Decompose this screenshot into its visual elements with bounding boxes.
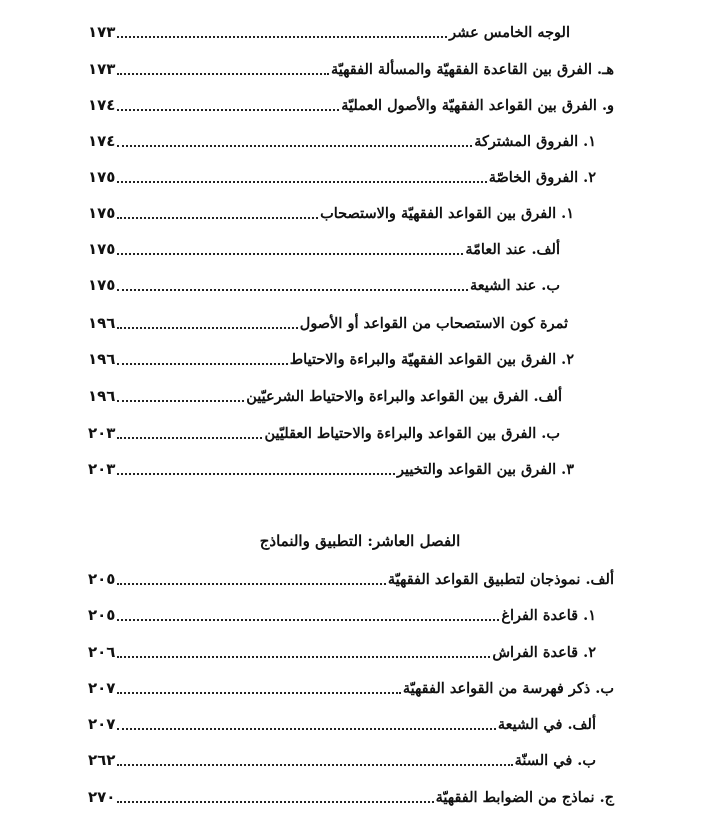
dot-leader — [117, 181, 486, 183]
toc-entry — [88, 784, 614, 810]
toc-entry-page: ١٧٣ — [88, 60, 116, 78]
toc-entry-label: ٣. الفرق بين القواعد والتخيير — [396, 460, 574, 478]
toc-entry-page: ٢٠٥ — [88, 606, 116, 624]
toc-entry-label: ب. في السنّة — [514, 751, 596, 769]
toc-entry-label: ألف. الفرق بين القواعد والبراءة والاحتياط الشرعيّين — [246, 387, 562, 405]
toc-entry-label: ١. الفروق المشتركة — [474, 132, 596, 150]
toc-entry-page: ١٧٥ — [88, 240, 116, 258]
toc-entry-label: و. الفرق بين القواعد الفقهيّة والأصول العمليّة — [341, 96, 614, 114]
chapter-title: الفصل العاشر: التطبيق والنماذج — [259, 532, 461, 550]
toc-entry — [88, 56, 614, 82]
toc-entry-page: ٢٠٦ — [88, 643, 116, 661]
toc-entry — [88, 675, 614, 701]
dot-leader — [117, 473, 395, 475]
toc-entry — [88, 310, 614, 336]
toc-entry-label: ألف. نموذجان لتطبيق القواعد الفقهيّة — [387, 570, 614, 588]
toc-entry — [88, 747, 614, 773]
dot-leader — [117, 801, 433, 803]
toc-entry — [88, 19, 614, 45]
toc-entry-page: ٢٠٣ — [88, 460, 116, 478]
dot-leader — [117, 36, 447, 38]
toc-entry — [88, 164, 614, 190]
dot-leader — [117, 692, 400, 694]
dot-leader — [117, 728, 495, 730]
toc-entry-label: ب. ذكر فهرسة من القواعد الفقهيّة — [402, 679, 614, 697]
toc-entry-label: ١. الفرق بين القواعد الفقهيّة والاستصحاب — [320, 204, 574, 222]
toc-entry — [88, 272, 614, 298]
toc-entry-page: ٢٧٠ — [88, 788, 116, 806]
toc-entry-label: ألف. عند العامّة — [465, 240, 560, 258]
toc-entry-label: ٢. قاعدة الفراش — [492, 643, 596, 661]
toc-entry-label: هـ. الفرق بين القاعدة الفقهيّة والمسألة الفقهيّة — [330, 60, 614, 78]
dot-leader — [117, 583, 385, 585]
toc-entry-label: ب. الفرق بين القواعد والبراءة والاحتياط العقليّين — [264, 424, 560, 442]
toc-entry-page: ٢٠٧ — [88, 715, 116, 733]
toc-entry — [88, 420, 614, 446]
dot-leader — [117, 619, 499, 621]
dot-leader — [117, 400, 244, 402]
dot-leader — [117, 764, 512, 766]
toc-entry-page: ٢٦٢ — [88, 751, 116, 769]
toc-entry-page: ٢٠٣ — [88, 424, 116, 442]
toc-entry-page: ١٩٦ — [88, 350, 116, 368]
toc-entry-label: ١. قاعدة الفراغ — [501, 606, 596, 624]
dot-leader — [117, 145, 472, 147]
dot-leader — [117, 109, 339, 111]
toc-entry-label: ألف. في الشيعة — [497, 715, 596, 733]
toc-entry — [88, 383, 614, 409]
dot-leader — [117, 217, 318, 219]
toc-entry-page: ١٧٤ — [88, 96, 116, 114]
toc-entry — [88, 711, 614, 737]
toc-entry-label: ٢. الفروق الخاصّة — [488, 168, 596, 186]
toc-entry-page: ١٧٥ — [88, 276, 116, 294]
dot-leader — [117, 363, 287, 365]
dot-leader — [117, 437, 262, 439]
toc-entry — [88, 346, 614, 372]
toc-entry — [88, 602, 614, 628]
toc-entry — [88, 456, 614, 482]
toc-entry — [88, 236, 614, 262]
toc-entry-page: ١٧٣ — [88, 23, 116, 41]
toc-entry-label: الوجه الخامس عشر — [449, 23, 570, 41]
toc-entry — [88, 200, 614, 226]
toc-entry-page: ١٧٥ — [88, 168, 116, 186]
dot-leader — [117, 289, 468, 291]
toc-entry-label: ب. عند الشيعة — [470, 276, 560, 294]
toc-entry-label: ج. نماذج من الضوابط الفقهيّة — [435, 788, 614, 806]
toc-entry-label: ثمرة كون الاستصحاب من القواعد أو الأصول — [299, 314, 568, 332]
toc-entry — [88, 92, 614, 118]
toc-entry-label: ٢. الفرق بين القواعد الفقهيّة والبراءة والاحتياط — [289, 350, 574, 368]
toc-entry-page: ١٩٦ — [88, 314, 116, 332]
toc-entry — [88, 566, 614, 592]
dot-leader — [117, 253, 463, 255]
dot-leader — [117, 656, 490, 658]
toc-entry-page: ١٧٥ — [88, 204, 116, 222]
toc-entry-page: ٢٠٥ — [88, 570, 116, 588]
dot-leader — [117, 327, 297, 329]
toc-entry-page: ٢٠٧ — [88, 679, 116, 697]
toc-entry-page: ١٩٦ — [88, 387, 116, 405]
toc-entry — [88, 639, 614, 665]
dot-leader — [117, 73, 328, 75]
toc-entry-page: ١٧٤ — [88, 132, 116, 150]
toc-entry — [88, 128, 614, 154]
